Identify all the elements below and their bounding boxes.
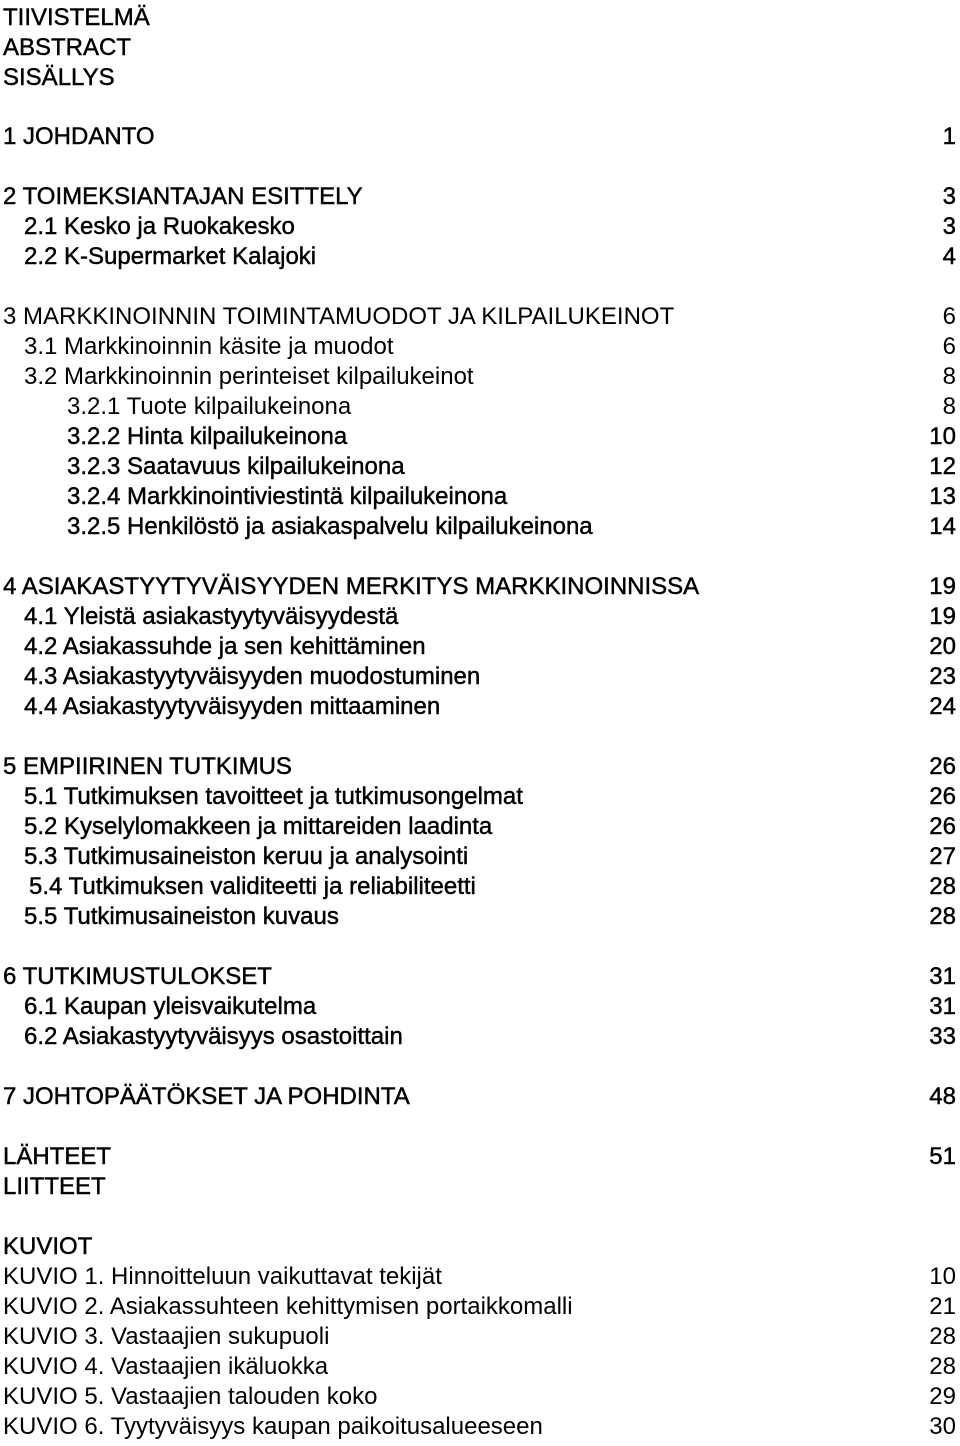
- entry-title: 2 TOIMEKSIANTAJAN ESITTELY: [3, 183, 363, 210]
- toc-entry: [0, 1022, 960, 1052]
- page-number: 28: [929, 873, 956, 900]
- toc-entry: [0, 1142, 960, 1172]
- page-number: 27: [929, 843, 956, 870]
- toc-entry: [0, 992, 960, 1022]
- page-number: 10: [929, 1263, 956, 1290]
- entry-title: 2.1 Kesko ja Ruokakesko: [24, 213, 295, 240]
- entry-title: 4 ASIAKASTYYTYVÄISYYDEN MERKITYS MARKKINOINNISSA: [3, 573, 700, 600]
- toc-entry: [0, 812, 960, 842]
- entry-title: 3 MARKKINOINNIN TOIMINTAMUODOT JA KILPAILUKEINOT: [3, 303, 675, 330]
- entry-title: TIIVISTELMÄ: [3, 4, 150, 31]
- entry-title: 3.2.2 Hinta kilpailukeinona: [67, 423, 348, 450]
- entry-title: KUVIO 4. Vastaajien ikäluokka: [3, 1353, 329, 1380]
- page-number: 26: [929, 783, 956, 810]
- entry-title: KUVIO 1. Hinnoitteluun vaikuttavat tekijät: [3, 1263, 442, 1290]
- toc-entry: [0, 392, 960, 422]
- page-number: 6: [942, 303, 956, 330]
- entry-title: 6 TUTKIMUSTULOKSET: [3, 963, 272, 990]
- entry-title: 5.2 Kyselylomakkeen ja mittareiden laadinta: [24, 813, 493, 840]
- entry-title: 4.2 Asiakassuhde ja sen kehittäminen: [24, 633, 426, 660]
- page-number: 4: [942, 243, 956, 270]
- page-number: 24: [929, 693, 956, 720]
- entry-title: 5.3 Tutkimusaineiston keruu ja analysointi: [24, 843, 469, 870]
- entry-title: 5.1 Tutkimuksen tavoitteet ja tutkimusongelmat: [24, 783, 523, 810]
- toc-entry: [0, 632, 960, 662]
- entry-title: KUVIO 5. Vastaajien talouden koko: [3, 1383, 378, 1410]
- page-number: 14: [929, 513, 956, 540]
- page-number: 10: [929, 423, 956, 450]
- page-number: 8: [942, 363, 956, 390]
- toc-entry: [0, 602, 960, 632]
- toc-entry: [0, 512, 960, 542]
- figure-entry: [0, 1352, 960, 1382]
- toc-entry: [0, 962, 960, 992]
- entry-title: 3.2.4 Markkinointiviestintä kilpailukeinona: [67, 483, 508, 510]
- page-number: 31: [929, 993, 956, 1020]
- page-number: 26: [929, 753, 956, 780]
- figure-entry: [0, 1262, 960, 1292]
- toc-entry: [0, 1172, 960, 1202]
- toc-entry: [0, 872, 960, 902]
- toc-entry: [0, 842, 960, 872]
- toc-entry: [0, 482, 960, 512]
- page-number: 19: [929, 573, 956, 600]
- toc-entry: [0, 752, 960, 782]
- toc-entry: [0, 362, 960, 392]
- toc-entry: [0, 302, 960, 332]
- entry-title: KUVIO 6. Tyytyväisyys kaupan paikoitusalueeseen: [3, 1413, 543, 1440]
- toc-entry: [0, 1082, 960, 1112]
- toc-entry: [0, 692, 960, 722]
- page-number: 31: [929, 963, 956, 990]
- entry-title: 5.4 Tutkimuksen validiteetti ja reliabiliteetti: [29, 873, 476, 900]
- entry-title: ABSTRACT: [3, 34, 132, 61]
- toc-entry: [0, 182, 960, 212]
- page-number: 6: [942, 333, 956, 360]
- entry-title: KUVIO 2. Asiakassuhteen kehittymisen portaikkomalli: [3, 1293, 573, 1320]
- page-number: 26: [929, 813, 956, 840]
- page-number: 33: [929, 1023, 956, 1050]
- toc-entry: [0, 662, 960, 692]
- figures-heading: [0, 1232, 960, 1262]
- page-number: 19: [929, 603, 956, 630]
- toc-entry: [0, 452, 960, 482]
- page-number: 28: [929, 1353, 956, 1380]
- entry-title: 6.1 Kaupan yleisvaikutelma: [24, 993, 317, 1020]
- page-number: 1: [942, 123, 956, 150]
- page-number: 23: [929, 663, 956, 690]
- toc-entry: [0, 242, 960, 272]
- page-number: 13: [929, 483, 956, 510]
- toc-entry: [0, 782, 960, 812]
- figure-entry: [0, 1412, 960, 1442]
- page-number: 28: [929, 903, 956, 930]
- page-number: 28: [929, 1323, 956, 1350]
- entry-title: 4.4 Asiakastyytyväisyyden mittaaminen: [24, 693, 441, 720]
- entry-title: 4.3 Asiakastyytyväisyyden muodostuminen: [24, 663, 481, 690]
- figure-entry: [0, 1322, 960, 1352]
- entry-title: LÄHTEET: [3, 1143, 112, 1170]
- toc-entry: [0, 572, 960, 602]
- entry-title: KUVIO 3. Vastaajien sukupuoli: [3, 1323, 330, 1350]
- page-number: 8: [942, 393, 956, 420]
- entry-title: KUVIOT: [3, 1233, 93, 1260]
- entry-title: 3.2.5 Henkilöstö ja asiakaspalvelu kilpailukeinona: [67, 513, 593, 540]
- entry-title: LIITTEET: [3, 1173, 106, 1200]
- entry-title: 4.1 Yleistä asiakastyytyväisyydestä: [24, 603, 399, 630]
- toc-entry: [0, 212, 960, 242]
- page-number: 12: [929, 453, 956, 480]
- toc-entry: [0, 122, 960, 152]
- front-matter-heading: [0, 33, 960, 63]
- entry-title: 2.2 K-Supermarket Kalajoki: [24, 243, 317, 270]
- entry-title: 5.5 Tutkimusaineiston kuvaus: [24, 903, 339, 930]
- front-matter-heading: [0, 63, 960, 93]
- page-number: 3: [942, 183, 956, 210]
- toc-entry: [0, 422, 960, 452]
- toc-entry: [0, 332, 960, 362]
- page-number: 30: [929, 1413, 956, 1440]
- entry-title: 5 EMPIIRINEN TUTKIMUS: [3, 753, 292, 780]
- page-number: 20: [929, 633, 956, 660]
- figure-entry: [0, 1292, 960, 1322]
- page-number: 3: [942, 213, 956, 240]
- entry-title: 3.2.3 Saatavuus kilpailukeinona: [67, 453, 405, 480]
- page-number: 48: [929, 1083, 956, 1110]
- entry-title: 6.2 Asiakastyytyväisyys osastoittain: [24, 1023, 403, 1050]
- front-matter-heading: [0, 3, 960, 33]
- figure-entry: [0, 1382, 960, 1412]
- entry-title: 7 JOHTOPÄÄTÖKSET JA POHDINTA: [3, 1083, 410, 1110]
- page-number: 21: [929, 1293, 956, 1320]
- entry-title: 3.2.1 Tuote kilpailukeinona: [67, 393, 352, 420]
- entry-title: 3.1 Markkinoinnin käsite ja muodot: [24, 333, 394, 360]
- toc-entry: [0, 902, 960, 932]
- page-number: 51: [929, 1143, 956, 1170]
- entry-title: SISÄLLYS: [3, 64, 115, 91]
- entry-title: 3.2 Markkinoinnin perinteiset kilpailukeinot: [24, 363, 474, 390]
- page-number: 29: [929, 1383, 956, 1410]
- entry-title: 1 JOHDANTO: [3, 123, 155, 150]
